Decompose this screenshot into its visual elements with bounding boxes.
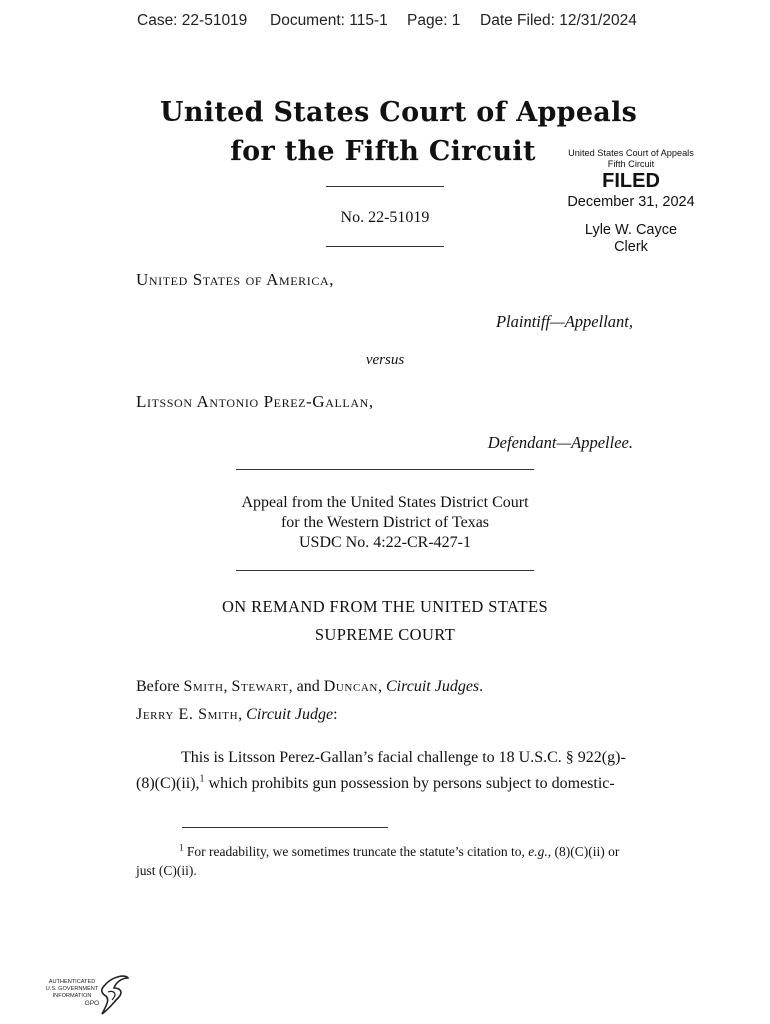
separator: : (333, 706, 338, 723)
footnote-text-b: , (8)(C)(ii) or just (C)(ii). (136, 844, 620, 878)
footnote-eg: e.g. (528, 844, 548, 859)
author-line (136, 706, 338, 724)
separator: . (479, 678, 484, 695)
divider (236, 469, 534, 470)
footnote-reference[interactable]: 1 (199, 773, 205, 785)
separator: , and (288, 678, 320, 695)
remand-line-1: ON REMAND FROM THE UNITED STATES (221, 597, 549, 616)
plaintiff-role: Plaintiff—Appellant, (495, 312, 633, 331)
clerk-title: Clerk (614, 239, 648, 255)
defendant-name: Litsson Antonio Perez-Gallan, (136, 392, 374, 411)
opinion-paragraph (136, 745, 636, 797)
case-number: No. 22-51019 (340, 209, 430, 226)
court-title-line2: for the Fifth Circuit (230, 136, 536, 167)
separator: , (223, 678, 228, 695)
judge-name: Smith (183, 678, 224, 695)
separator: , (238, 706, 243, 723)
appeal-origin (200, 493, 570, 553)
ecf-document-number: Document: 115-1 (270, 12, 388, 29)
stamp-court-name: United States Court of Appeals (568, 148, 694, 158)
ecf-header (0, 12, 770, 34)
footnote (136, 842, 641, 880)
versus-label: versus (365, 352, 405, 368)
seal-line-4: GPO (84, 1000, 100, 1007)
gpo-authentication-seal (42, 972, 132, 1020)
body-text-a: This is Litsson Perez-Gallan’s facial challenge to 18 U.S.C. § 922(g)-(8)(C)(ii), (136, 749, 626, 792)
divider (236, 570, 534, 571)
appeal-line-3: USDC No. 4:22-CR-427-1 (298, 534, 471, 551)
seal-line-2: U.S. GOVERNMENT (45, 986, 99, 992)
panel-line (136, 678, 483, 696)
plaintiff-name: United States of America, (136, 270, 335, 289)
judge-name: Stewart (231, 678, 289, 695)
before-label: Before (136, 678, 180, 695)
remand-line-2: SUPREME COURT (314, 625, 456, 644)
filed-stamp-date: December 31, 2024 (567, 194, 695, 210)
divider (326, 186, 444, 187)
author-name: Jerry E. Smith (136, 706, 239, 723)
seal-line-1: AUTHENTICATED (48, 979, 96, 985)
remand-heading (160, 593, 610, 649)
seal-line-3: INFORMATION (52, 993, 92, 999)
separator: , (377, 678, 382, 695)
defendant-role: Defendant—Appellee. (487, 433, 633, 452)
filed-stamp-court (560, 148, 702, 169)
author-title: Circuit Judge (246, 706, 334, 723)
filed-stamp-clerk (560, 222, 702, 256)
ecf-page-number: Page: 1 (407, 12, 461, 29)
stamp-circuit-name: Fifth Circuit (607, 158, 655, 169)
appeal-line-2: for the Western District of Texas (280, 514, 490, 531)
panel-title: Circuit Judges (385, 678, 480, 695)
appeal-line-1: Appeal from the United States District Court (241, 494, 529, 511)
eagle-wing-icon (108, 991, 115, 1000)
judge-name: Duncan (323, 678, 378, 695)
ecf-case-number: Case: 22-51019 (137, 12, 248, 29)
court-title-line1: United States Court of Appeals (160, 97, 638, 128)
ecf-date-filed: Date Filed: 12/31/2024 (480, 12, 637, 29)
filed-stamp-label: FILED (602, 170, 660, 192)
divider (326, 246, 444, 247)
clerk-name: Lyle W. Cayce (584, 222, 678, 238)
footnote-text-a: For readability, we sometimes truncate the statute’s citation to, (183, 844, 529, 859)
footnote-divider (182, 827, 388, 828)
footnote-number: 1 (179, 842, 184, 853)
body-text-b: which prohibits gun possession by persons subject to domestic- (204, 775, 615, 792)
